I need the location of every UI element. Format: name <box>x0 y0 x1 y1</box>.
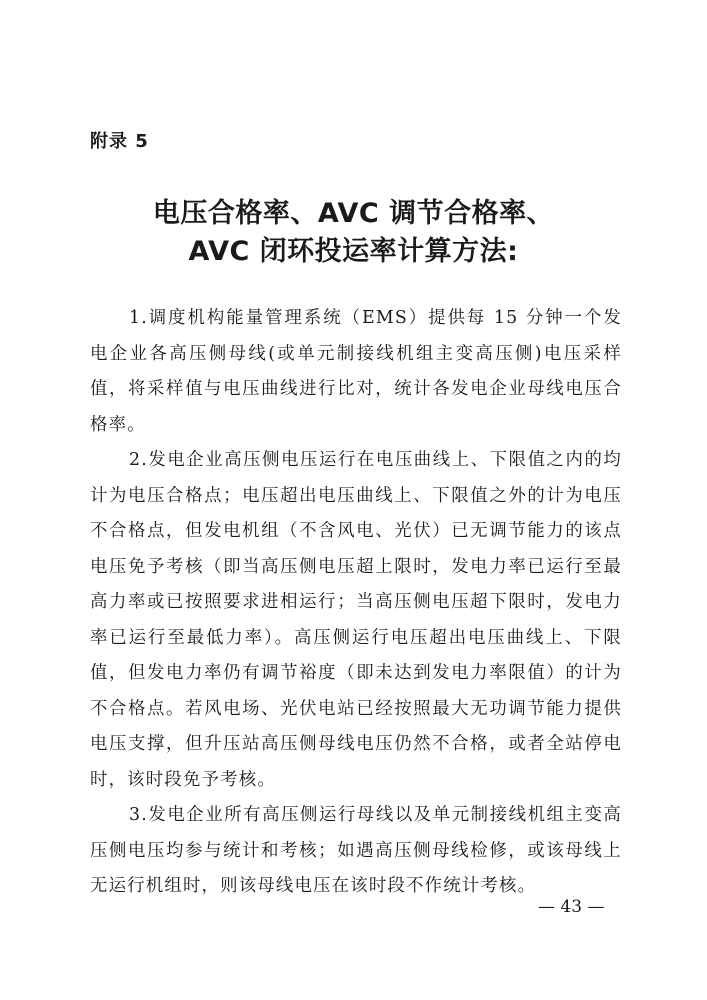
document-title-line-2: AVC 闭环投运率计算方法: <box>188 236 519 267</box>
document-title-line-1: 电压合格率、AVC 调节合格率、 <box>152 198 555 229</box>
paragraph-3: 3.发电企业所有高压侧运行母线以及单元制接线机组主变高压侧电压均参与统计和考核；如遇高压侧母线检修，或该母线上无运行机组时，则该母线电压在该时段不作统计考核。 <box>90 805 622 896</box>
paragraph-2: 2.发电企业高压侧电压运行在电压曲线上、下限值之内的均计为电压合格点；电压超出电压曲线上、下限值之外的计为电压不合格点，但发电机组（不含风电、光伏）已无调节能力的该点电压免予考核（即当高压侧电压超上限时，发电力率已运行至最高力率或已按照要求进相运行；当高压侧电压超下限时，发电力率已运行至最低力率）。高压侧运行电压超出电压曲线上、下限值，但发电力率仍有调节裕度（即未达到发电力率限值）的计为不合格点。若风电场、光伏电站已经按照最大无功调节能力提供电压支撑，但升压站高压侧母线电压仍然不合格，或者全站停电时，该时段免予考核。 <box>90 450 622 790</box>
paragraph-1: 1.调度机构能量管理系统（EMS）提供每 15 分钟一个发电企业各高压侧母线(或单元制接线机组主变高压侧)电压采样值，将采样值与电压曲线进行比对，统计各发电企业母线电压合格率。 <box>90 308 622 435</box>
page-number: — 43 — <box>538 897 605 917</box>
appendix-label: 附录 5 <box>90 131 149 152</box>
